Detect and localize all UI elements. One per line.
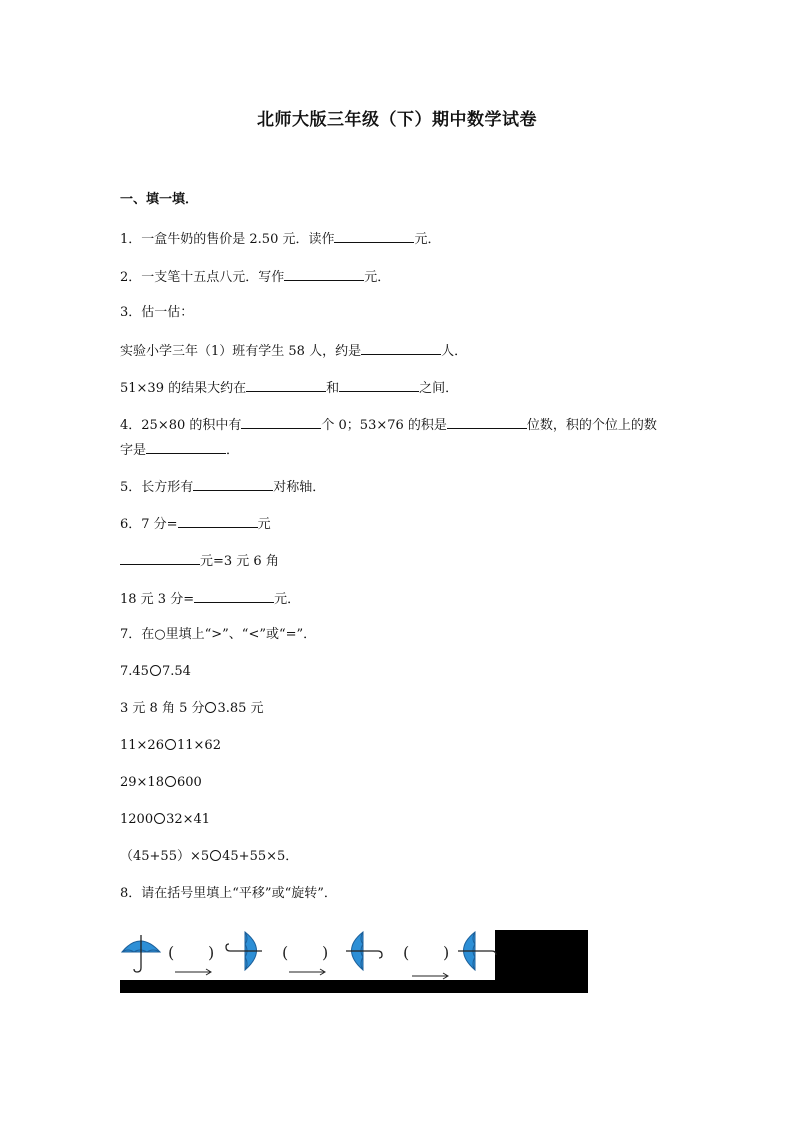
umbrella-rotated-icon bbox=[346, 932, 382, 970]
question-2: 2．一支笔十五点八元．写作 元． bbox=[120, 267, 390, 287]
answer-circle[interactable] bbox=[205, 702, 216, 713]
umbrella-upright-icon bbox=[122, 935, 160, 972]
compare-item: 7.45 7.54 bbox=[120, 664, 191, 679]
svg-text:(: ( bbox=[282, 943, 289, 962]
question-8-heading: 8．请在括号里填上“平移”或“旋转”． bbox=[120, 886, 337, 901]
svg-text:): ) bbox=[208, 943, 215, 962]
answer-circle[interactable] bbox=[150, 665, 161, 676]
umbrella-figure bbox=[120, 930, 588, 993]
answer-blank[interactable] bbox=[178, 514, 258, 528]
question-7-heading: 7．在○里填上“>”、“<”或“=”． bbox=[120, 627, 317, 642]
svg-text:): ) bbox=[443, 943, 450, 962]
answer-blank[interactable] bbox=[447, 415, 527, 429]
answer-circle[interactable] bbox=[210, 850, 221, 861]
black-block bbox=[495, 930, 588, 993]
question-4: 4．25×80 的积中有 个 0；53×76 的积是 位数，积的个位上的数 bbox=[120, 415, 657, 435]
question-4-cont: 字是 ． bbox=[120, 440, 239, 460]
answer-circle[interactable] bbox=[165, 776, 176, 787]
answer-circle[interactable] bbox=[154, 813, 165, 824]
answer-blank[interactable] bbox=[241, 415, 321, 429]
answer-blank[interactable] bbox=[339, 378, 419, 392]
compare-item: 1200 32×41 bbox=[120, 812, 211, 827]
answer-blank[interactable] bbox=[284, 267, 364, 281]
question-3-heading: 3．估一估： bbox=[120, 305, 194, 320]
compare-item: 3 元 8 角 5 分 3.85 元 bbox=[120, 701, 264, 716]
answer-paren-2[interactable] bbox=[282, 943, 328, 975]
compare-item: （45+55）×5 45+55×5． bbox=[120, 849, 299, 864]
svg-text:(: ( bbox=[168, 943, 175, 962]
answer-blank[interactable] bbox=[246, 378, 326, 392]
question-6b: 元=3 元 6 角 bbox=[120, 551, 279, 571]
answer-blank[interactable] bbox=[146, 440, 226, 454]
section-heading: 一、填一填． bbox=[120, 192, 199, 207]
answer-blank[interactable] bbox=[361, 341, 441, 355]
question-3a: 实验小学三年（1）班有学生 58 人，约是 人． bbox=[120, 341, 467, 361]
answer-paren-3[interactable] bbox=[403, 943, 449, 979]
umbrella-rotated-icon bbox=[458, 932, 496, 970]
answer-blank[interactable] bbox=[193, 477, 273, 491]
svg-text:): ) bbox=[322, 943, 329, 962]
umbrella-rotated-icon bbox=[226, 932, 262, 970]
answer-blank[interactable] bbox=[120, 551, 200, 565]
question-6a: 6．7 分= 元 bbox=[120, 514, 271, 534]
svg-text:(: ( bbox=[403, 943, 410, 962]
answer-blank[interactable] bbox=[194, 589, 274, 603]
compare-item: 29×18 600 bbox=[120, 775, 202, 790]
question-1: 1．一盒牛奶的售价是 2.50 元．读作 元． bbox=[120, 229, 441, 249]
question-5: 5．长方形有 对称轴． bbox=[120, 477, 325, 497]
question-6c: 18 元 3 分= 元． bbox=[120, 589, 300, 609]
answer-circle[interactable] bbox=[165, 739, 176, 750]
question-3b: 51×39 的结果大约在 和 之间． bbox=[120, 378, 458, 398]
answer-blank[interactable] bbox=[334, 229, 414, 243]
compare-item: 11×26 11×62 bbox=[120, 738, 221, 753]
page-title: 北师大版三年级（下）期中数学试卷 bbox=[257, 110, 537, 130]
answer-paren-1[interactable] bbox=[168, 943, 214, 975]
